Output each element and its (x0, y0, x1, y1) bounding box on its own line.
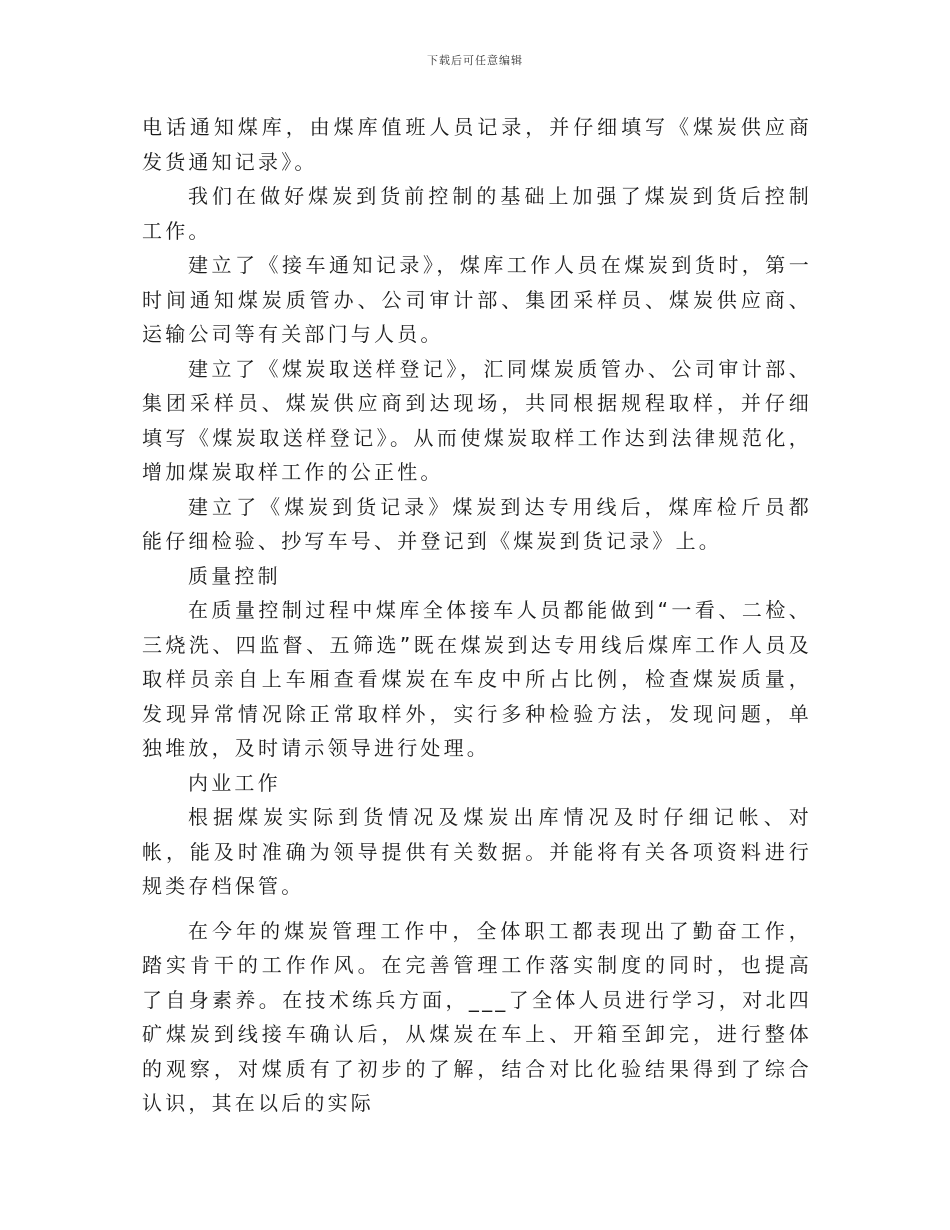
paragraph-receiving-notice-record: 建立了《接车通知记录》，煤库工作人员在煤炭到货时，第一时间通知煤炭质管办、公司审计部、集团采样员、煤炭供应商、运输公司等有关部门与人员。 (142, 253, 812, 346)
paragraph-post-delivery-control: 我们在做好煤炭到货前控制的基础上加强了煤炭到货后控制工作。 (142, 184, 812, 243)
document-body (142, 110, 812, 1121)
paragraph-delivery-notice: 电话通知煤库，由煤库值班人员记录，并仔细填写《煤炭供应商发货通知记录》。 (142, 115, 812, 174)
paragraph-quality-control: 在质量控制过程中煤库全体接车人员都能做到“一看、二检、三烧洗、四监督、五筛选”既在煤炭到达专用线后煤库工作人员及取样员亲自上车厢查看煤炭在车皮中所占比例，检查煤炭质量，发现异常情况除正常取样外，实行多种检验方法，发现问题，单独堆放，及时请示领导进行处理。 (142, 598, 812, 760)
paragraph-internal-work: 根据煤炭实际到货情况及煤炭出库情况及时仔细记帐、对帐，能及时准确为领导提供有关数据。并能将有关各项资料进行规类存档保管。 (142, 805, 812, 898)
paragraph-arrival-record: 建立了《煤炭到货记录》煤炭到达专用线后，煤库检斤员都能仔细检验、抄写车号、并登记到《煤炭到货记录》上。 (142, 494, 812, 553)
section-heading-quality-control: 质量控制 (188, 563, 281, 588)
paragraph-annual-summary: 在今年的煤炭管理工作中，全体职工都表现出了勤奋工作，踏实肯干的工作作风。在完善管理工作落实制度的同时，也提高了自身素养。在技术练兵方面，___了全体人员进行学习，对北四矿煤炭到线接车确认后，从煤炭在车上、开箱至卸完，进行整体的观察，对煤质有了初步的了解，结合对比化验结果得到了综合认识，其在以后的实际 (142, 918, 812, 1115)
section-heading-internal-work: 内业工作 (188, 770, 281, 795)
paragraph-sampling-register: 建立了《煤炭取送样登记》，汇同煤炭质管办、公司审计部、集团采样员、煤炭供应商到达现场，共同根据规程取样，并仔细填写《煤炭取送样登记》。从而使煤炭取样工作达到法律规范化，增加煤炭取样工作的公正性。 (142, 356, 812, 484)
page-header: 下载后可任意编辑 (427, 54, 523, 67)
